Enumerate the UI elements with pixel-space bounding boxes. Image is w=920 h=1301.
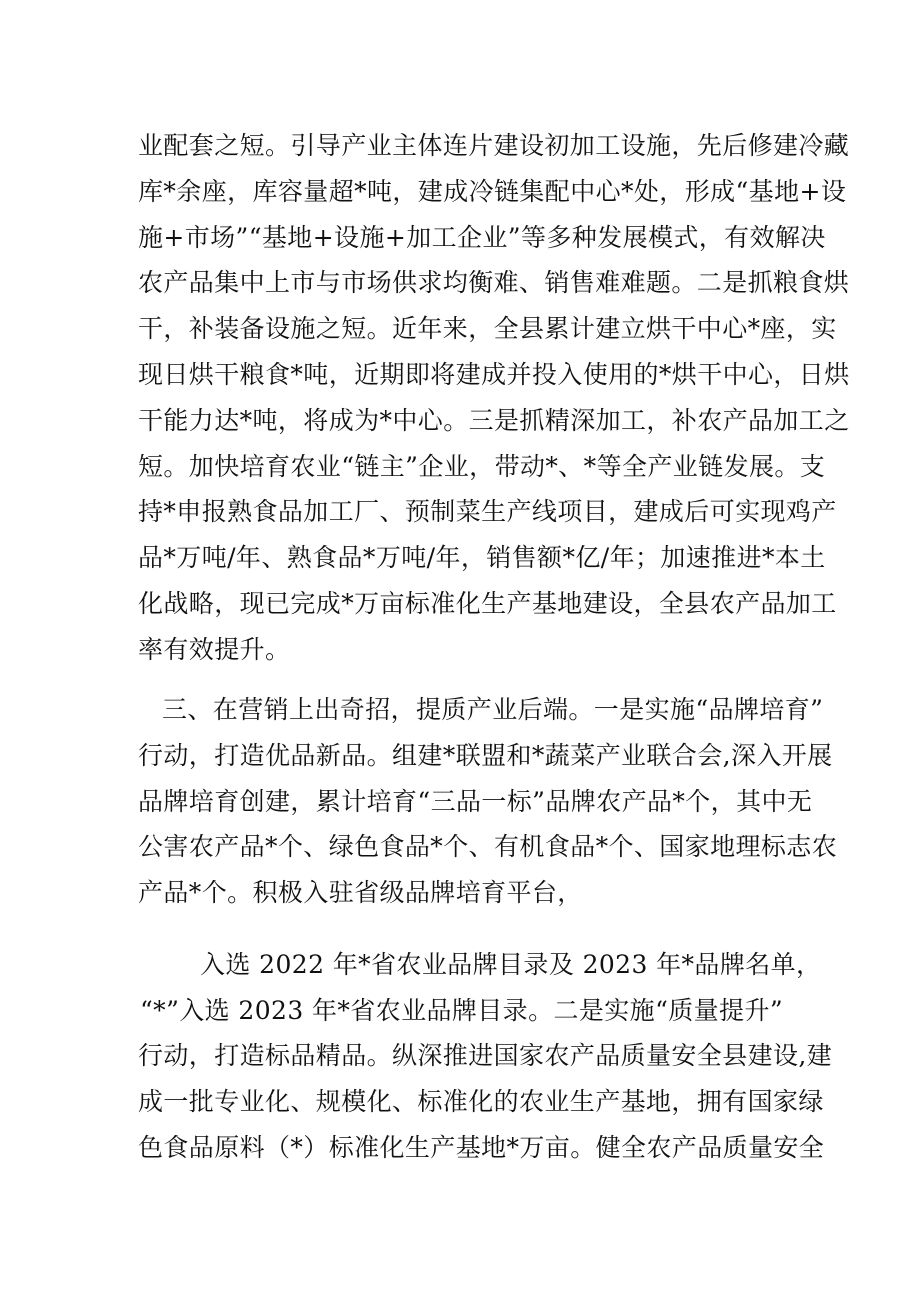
body-text-line: 率有效提升。 <box>138 635 291 664</box>
body-text-line: 现日烘干粮食*吨，近期即将建成并投入使用的*烘干中心，日烘 <box>138 360 850 389</box>
body-text-line: 品*万吨/年、熟食品*万吨/年，销售额*亿/年；加速推进*本土 <box>138 543 826 572</box>
body-text-line: 持*申报熟食品加工厂、预制菜生产线项目，建成后可实现鸡产 <box>138 497 837 526</box>
body-text-line: 品牌培育创建，累计培育“三品一标”品牌农产品*个，其中无 <box>138 787 813 816</box>
body-text-line: 行动，打造优品新品。组建*联盟和*蔬菜产业联合会,深入开展 <box>138 741 833 770</box>
body-text-line: 化战略，现已完成*万亩标准化生产基地建设，全县农产品加工 <box>138 589 837 618</box>
body-text-line: 业配套之短。引导产业主体连片建设初加工设施，先后修建冷藏 <box>138 131 850 160</box>
body-text-line: 干，补装备设施之短。近年来，全县累计建立烘干中心*座，实 <box>138 314 837 343</box>
body-text-line: 干能力达*吨，将成为*中心。三是抓精深加工，补农产品加工之 <box>138 406 850 435</box>
body-text-line: 产品*个。积极入驻省级品牌培育平台， <box>138 878 583 907</box>
section-heading-line: 三、在营销上出奇招，提质产业后端。一是实施“品牌培育” <box>162 695 824 724</box>
body-text-line: 行动，打造标品精品。纵深推进国家农产品质量安全县建设,建 <box>138 1041 833 1070</box>
body-text-line: 成一批专业化、规模化、标准化的农业生产基地，拥有国家绿 <box>138 1087 824 1116</box>
body-text-line: 库*余座，库容量超*吨，建成冷链集配中心*处，形成“基地+设 <box>138 177 847 206</box>
body-text-line: 入选 2022 年*省农业品牌目录及 2023 年*品牌名单， <box>200 950 822 979</box>
body-text-line: 农产品集中上市与市场供求均衡难、销售难难题。二是抓粮食烘 <box>138 268 850 297</box>
body-text-line: 公害农产品*个、绿色食品*个、有机食品*个、国家地理标志农 <box>138 832 838 861</box>
body-text-line: 施+市场”“基地+设施+加工企业”等多种发展模式，有效解决 <box>138 223 826 252</box>
body-text-line: “*”入选 2023 年*省农业品牌目录。二是实施“质量提升” <box>140 996 784 1025</box>
body-text-line: 色食品原料（*）标准化生产基地*万亩。健全农产品质量安全 <box>138 1133 825 1162</box>
body-text-line: 短。加快培育农业“链主”企业，带动*、*等全产业链发展。支 <box>138 452 826 481</box>
